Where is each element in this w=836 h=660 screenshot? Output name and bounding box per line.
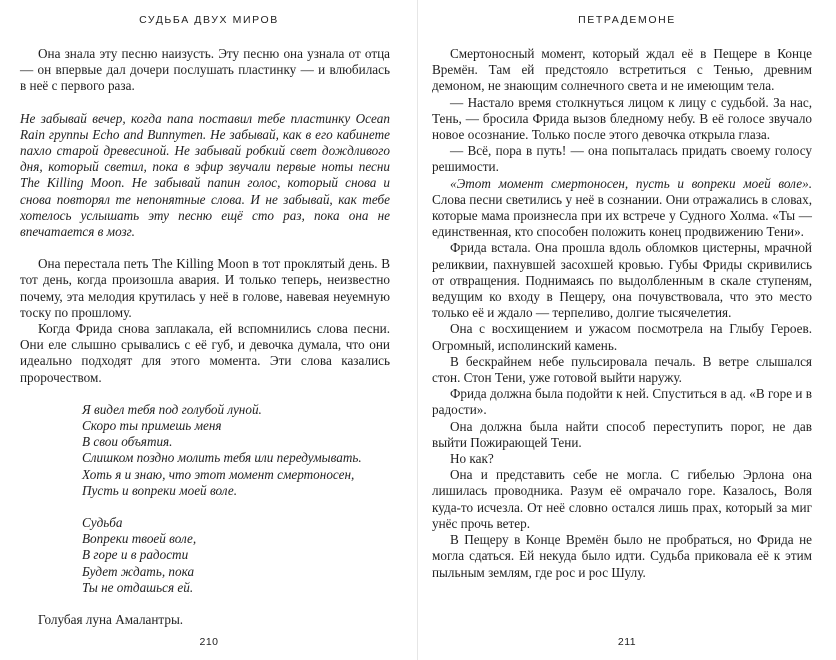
- right-page: [418, 0, 836, 660]
- page-number-right: 211: [617, 636, 637, 648]
- spacer: [20, 95, 390, 111]
- paragraph: Фрида встала. Она прошла вдоль обломков цистерны, мрачной реликвии, пахнувшей засохшей кровью. Губы Фриды скривились от отвращения. Поднимаясь по выдолбленным в скале ступеням, ведущим ко входу в Пещеру, она почувствовала, что это место только её и ждало — терпеливо, долгие тысячелетия.: [432, 240, 812, 321]
- italic-quote: «Этот момент смертоносен, пусть и вопреки моей воле».: [450, 175, 812, 191]
- verse-line: Пусть и вопреки моей воле.: [82, 482, 237, 498]
- italic-memory-block: Не забывай вечер, когда папа поставил тебе пластинку Ocean Rain группы Echo and Bunnymen. Не забывай, как в его кабинете пахло старой древесиной. Не забывай робкий свет дождливого дня, который светил, пока в эфир звучали первые ноты песни The Killing Moon. Не забывай папин голос, который снова и снова повторял те непонятные слова. И не забывай, как тебе хотелось услышать эту песню ещё сто раз, пока она не впечатается в мозг.: [20, 110, 390, 240]
- paragraph: Она с восхищением и ужасом посмотрела на Глыбу Героев. Огромный, исполинский камень.: [432, 321, 812, 353]
- paragraph: — Настало время столкнуться лицом к лицу с судьбой. За нас, Тень, — бросила Фрида вызов бледному небу. В её голосе звучало новое осознание. Только после этого девочка открыла глаза.: [432, 94, 812, 143]
- spacer: [20, 596, 390, 612]
- verse-line: В свои объятия.: [82, 434, 173, 450]
- verse-line: Вопреки твоей воле,: [82, 531, 197, 547]
- paragraph: В Пещеру в Конце Времён было не пробраться, но Фрида не могла сдаться. Ей некуда было идти. Судьба приковала её к этим пыльным землям, где рос и рос Шулу.: [432, 532, 812, 580]
- paragraph: Она перестала петь The Killing Moon в тот проклятый день. В тот день, когда произошла авария. И только теперь, неизвестно почему, эта мелодия крутилась у неё в голове, навевая неуемную тоску по прошлому.: [20, 256, 390, 320]
- right-text-column: [432, 46, 812, 581]
- spacer: [20, 499, 390, 515]
- left-text-column: [20, 46, 390, 628]
- verse-line: В горе и в радости: [82, 547, 189, 563]
- paragraph: Фрида должна была подойти к ней. Спуститься в ад. «В горе и в радости».: [432, 386, 812, 418]
- paragraph-continuation: Слова песни светились у неё в сознании. Они отражались в словах, которые мама произнесла при их встрече у Судного Холма. «Ты — единственная, кто способен положить конец продвижению Тени».: [432, 191, 812, 240]
- paragraph: Она и представить себе не могла. С гибелью Эрлона она лишилась проводника. Разум её омрачало горе. Казалось, Воля куда-то исчезла. От неё словно остался лишь прах, который за миг унёс прочь ветер.: [432, 467, 812, 531]
- paragraph: В бескрайнем небе пульсировала печаль. В ветре слышался стон. Стон Тени, уже готовой выйти наружу.: [432, 353, 812, 386]
- paragraph: [432, 176, 812, 241]
- paragraph: Смертоносный момент, который ждал её в Пещере в Конце Времён. Там ей предстояло встретиться с Тенью, древним демоном, не знающим солнечного света и не имеющим тела.: [432, 46, 812, 94]
- page-number-left: 210: [199, 636, 219, 648]
- spacer: [20, 386, 390, 402]
- verse-line: Судьба: [82, 515, 123, 531]
- paragraph: — Всё, пора в путь! — она попыталась придать своему голосу решимости.: [432, 143, 812, 175]
- verse-line: Слишком поздно молить тебя или передумывать.: [82, 450, 362, 466]
- verse-line: Хоть я и знаю, что этот момент смертоносен,: [82, 466, 355, 482]
- song-verse-2: [20, 515, 390, 596]
- paragraph: Когда Фрида снова заплакала, ей вспомнились слова песни. Они еле слышно срывались с её губ, и девочка думала, что они идеально подходят для этого момента. Эти слова казались пророчеством.: [20, 321, 390, 385]
- verse-line: Я видел тебя под голубой луной.: [82, 401, 262, 417]
- paragraph: Голубая луна Амалантры.: [38, 612, 184, 628]
- paragraph: Но как?: [450, 451, 494, 467]
- verse-line: Ты не отдашься ей.: [82, 579, 194, 595]
- paragraph: Она должна была найти способ переступить порог, не дав выйти Пожирающей Тени.: [432, 418, 812, 450]
- verse-line: Скоро ты примешь меня: [82, 418, 222, 434]
- running-header-right: ПЕТРАДЕМОНЕ: [578, 14, 676, 26]
- running-header-left: СУДЬБА ДВУХ МИРОВ: [139, 14, 279, 26]
- spacer: [20, 240, 390, 256]
- song-verse-1: [20, 402, 390, 499]
- paragraph: Она знала эту песню наизусть. Эту песню она узнала от отца — он впервые дал дочери послушать пластинку — и влюбилась в неё с первого раза.: [20, 46, 390, 94]
- verse-line: Будет ждать, пока: [82, 563, 195, 579]
